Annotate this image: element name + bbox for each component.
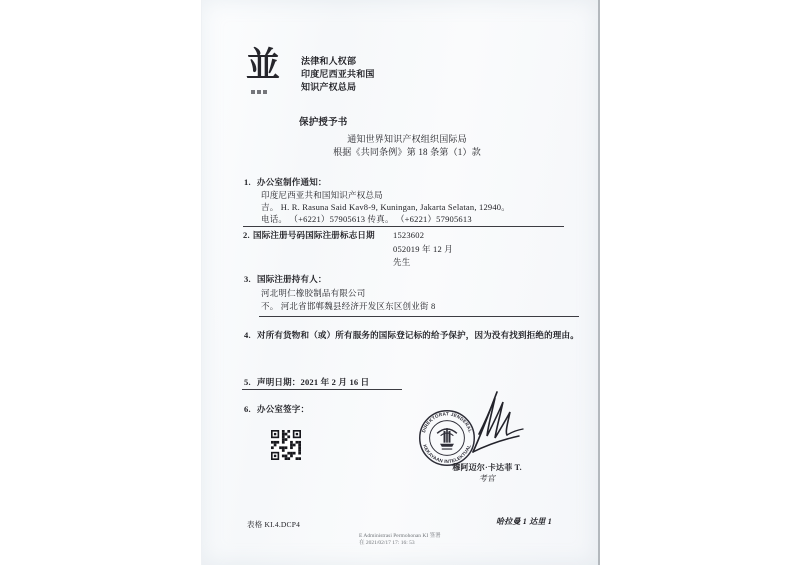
stamp-text-bottom: KEKAYAAN INTELEKTUAL xyxy=(422,443,472,464)
section-1-heading: 办公室制作通知： xyxy=(257,177,327,187)
registration-number: 1523602 xyxy=(393,230,425,240)
section-1-divider xyxy=(243,226,564,227)
stamp-tree-emblem xyxy=(437,428,457,449)
section-3-heading: 国际注册持有人： xyxy=(257,274,327,284)
logo-caption-marks xyxy=(251,90,255,94)
registration-date: 052019 年 12 月 xyxy=(393,244,453,254)
office-signature-label: 办公室签字： xyxy=(257,404,310,414)
ministry-line: 知识产权总局 xyxy=(301,82,357,92)
salutation: 先生 xyxy=(393,257,411,267)
page-indicator: 哈拉曼 1 达里 1 xyxy=(496,517,552,526)
holder-address: 不。 河北省邯郸魏县经济开发区东区创业街 8 xyxy=(261,301,436,311)
ministry-logo: 並 xyxy=(246,47,280,84)
section-6-number: 6. xyxy=(244,404,251,414)
stamp-text-top: DIREKTORAT JENDERAL xyxy=(421,411,473,434)
section-2-heading: 国际注册号码国际注册标志日期 xyxy=(253,230,375,240)
scanned-document xyxy=(201,0,600,565)
office-address: 吉。 H. R. Rasuna Said Kav8-9, Kuningan, Jakarta Selatan, 12940。 xyxy=(261,202,510,212)
holder-name: 河北明仁橡胶制品有限公司 xyxy=(261,288,366,298)
office-phone-fax: 电话。 （+6221）57905613 传真。 （+6221）57905613 xyxy=(261,214,472,224)
section-3-divider xyxy=(259,316,579,317)
section-5-number: 5. xyxy=(244,377,251,387)
examiner-role: 考官 xyxy=(478,474,496,483)
document-title: 保护授予书 xyxy=(299,118,348,128)
esign-meta-line-2: 在 2021/02/17 17: 16: 53 xyxy=(359,540,415,546)
qr-code xyxy=(271,430,301,460)
ministry-line: 法律和人权部 xyxy=(301,56,357,66)
ministry-line: 印度尼西亚共和国 xyxy=(301,69,375,79)
section-1-number: 1. xyxy=(244,177,251,187)
esign-meta-line-1: E Administrasi Permohonan KI 签署 xyxy=(359,533,441,539)
examiner-signature xyxy=(457,386,529,460)
grant-statement: 对所有货物和（或）所有服务的国际登记标的给予保护，因为没有找到拒绝的理由。 xyxy=(257,330,579,340)
notice-line-1: 通知世界知识产权组织国际局 xyxy=(347,134,467,144)
examiner-name: 穆阿迈尔·卡达菲 T. xyxy=(452,463,522,472)
section-3-number: 3. xyxy=(244,274,251,284)
section-4-number: 4. xyxy=(244,330,251,340)
notice-line-2: 根据《共同条例》第 18 条第（1）款 xyxy=(333,147,481,157)
section-5-divider xyxy=(242,389,402,390)
form-number: 表格 KI.4.DCP4 xyxy=(247,520,301,529)
section-2-number: 2. xyxy=(243,230,250,240)
office-name: 印度尼西亚共和国知识产权总局 xyxy=(261,190,383,200)
statement-date: 声明日期：2021 年 2 月 16 日 xyxy=(257,377,370,387)
